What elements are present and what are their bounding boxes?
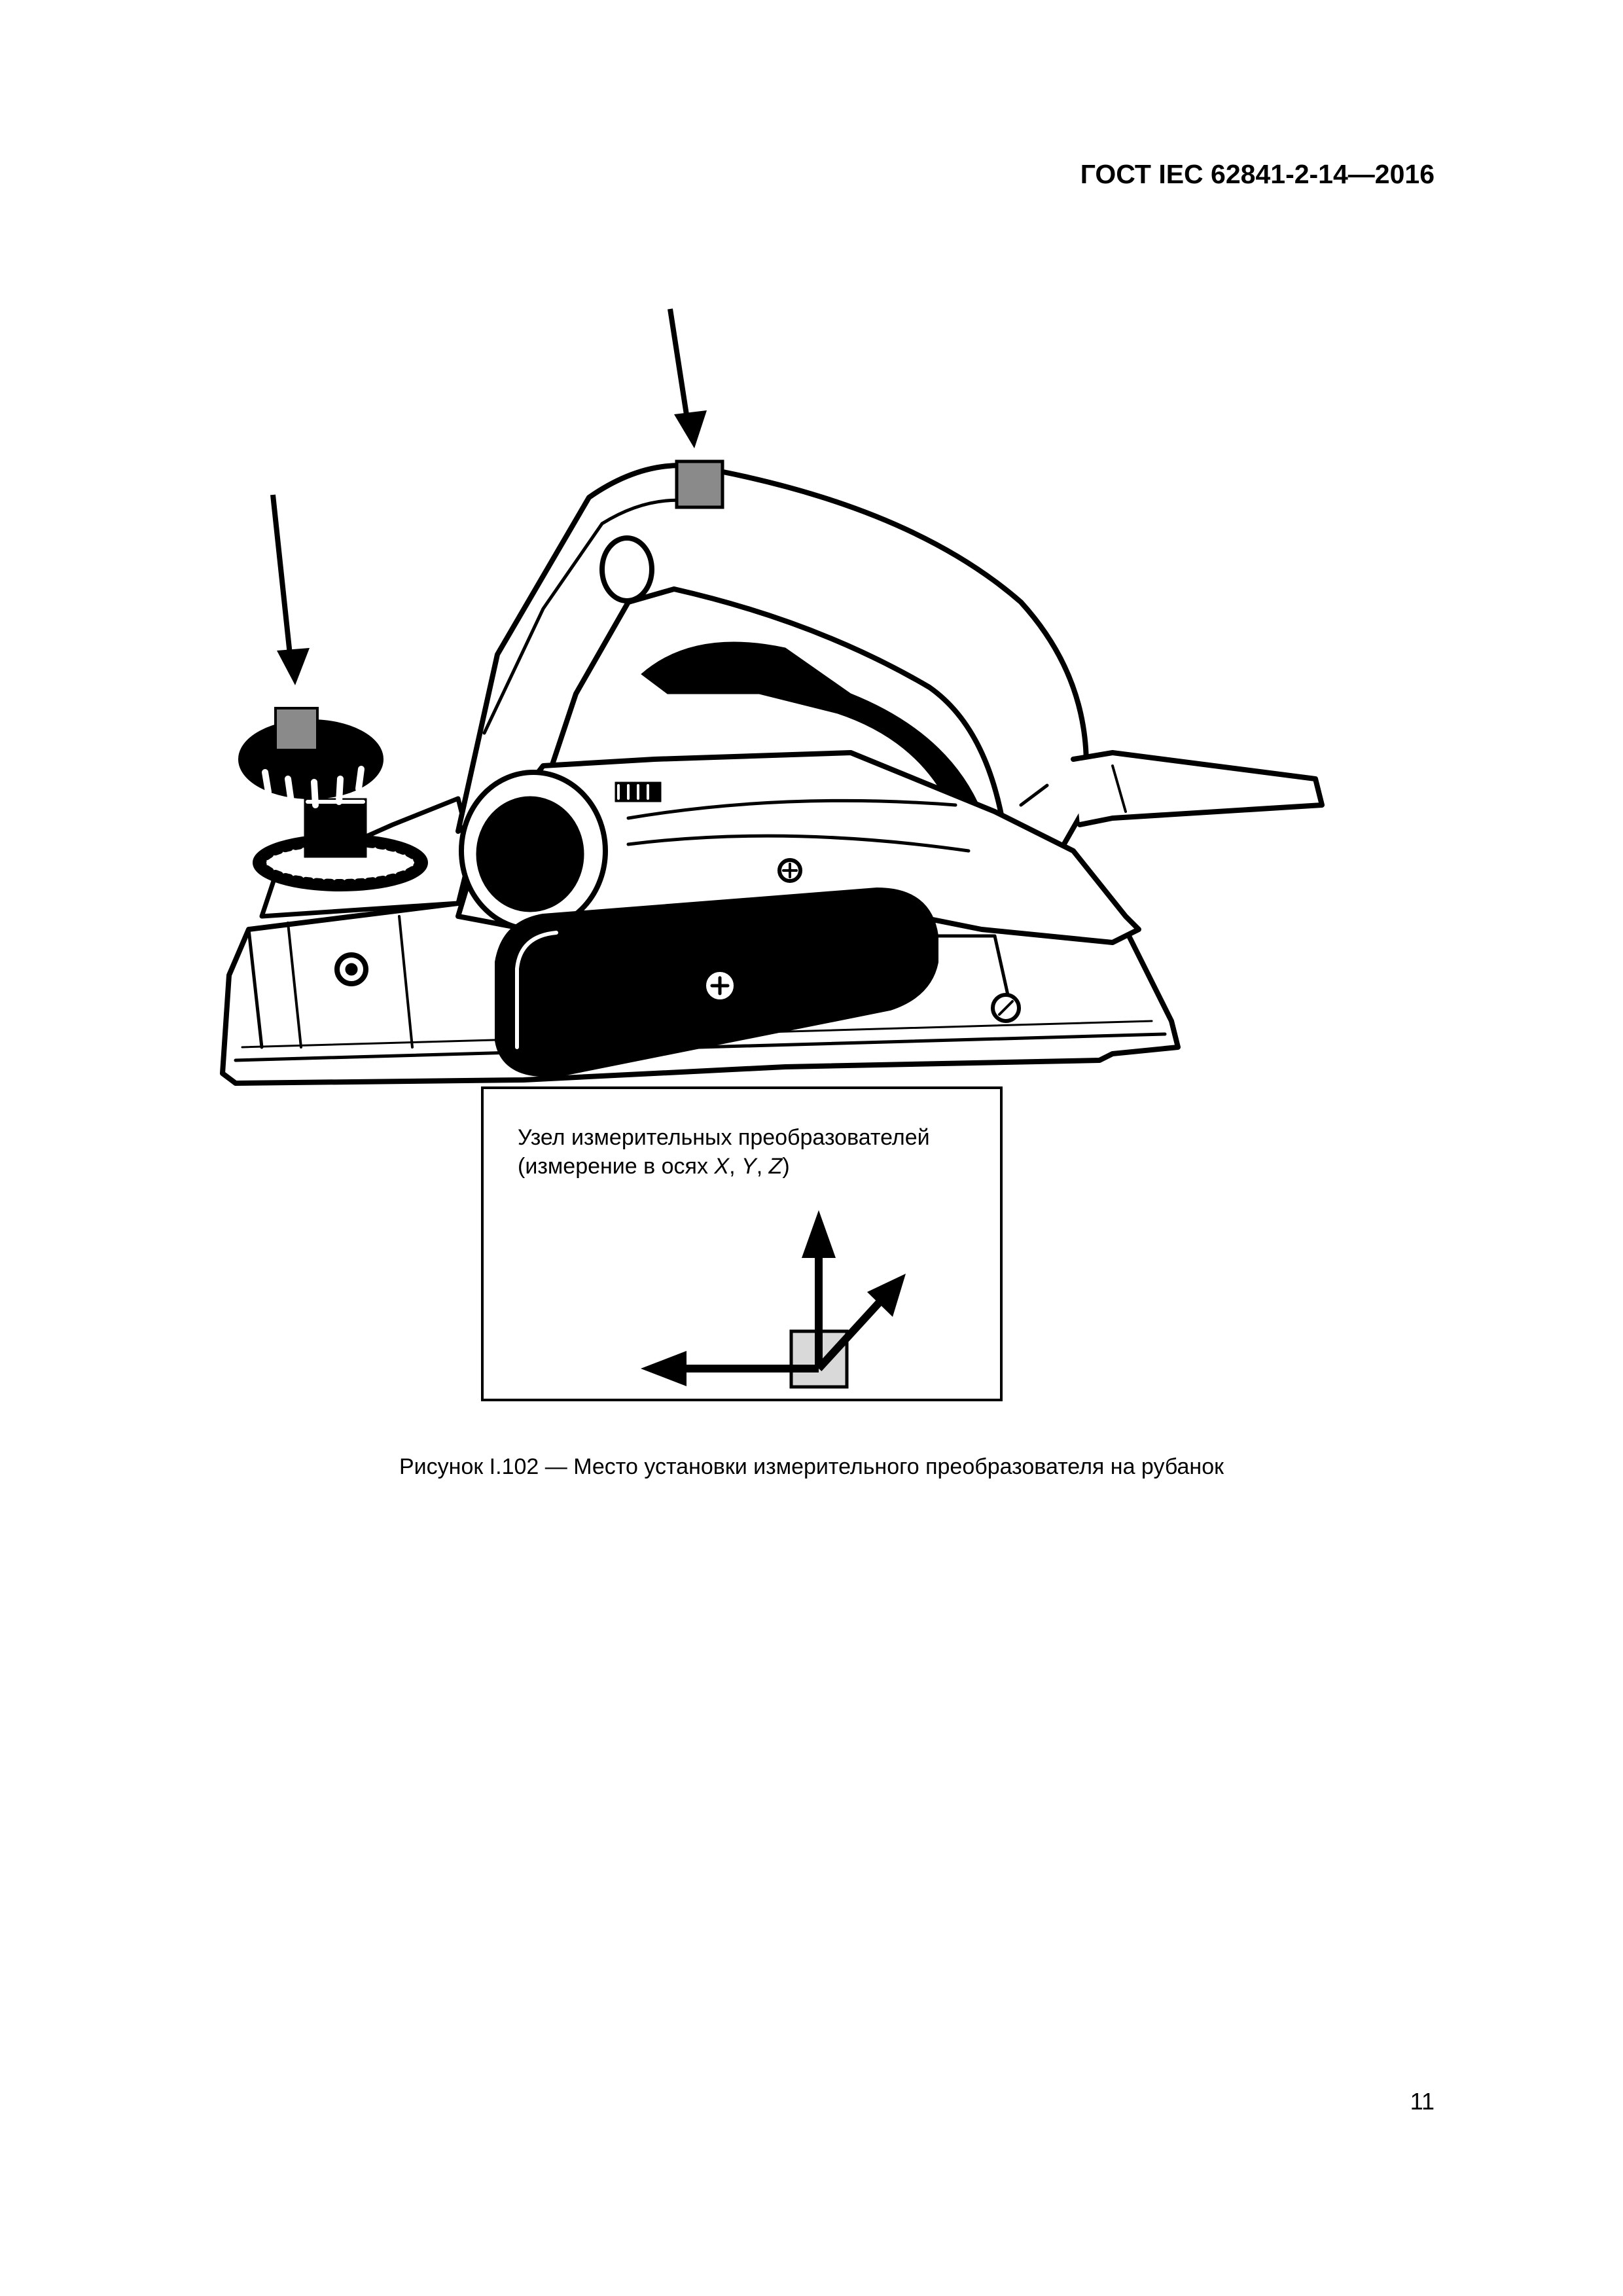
legend-separator: , [729,1154,741,1179]
sensor-marker-icon [677,461,722,507]
legend-prefix: (измерение в осях [518,1154,715,1179]
standard-designation: ГОСТ IEC 62841-2-14—2016 [1080,159,1435,189]
legend-line-1: Узел измерительных преобразователей [518,1125,930,1150]
legend-separator: , [756,1154,769,1179]
legend-suffix: ) [782,1154,790,1179]
planer-drawing [223,465,1322,1083]
sensor-legend-box [481,1086,1003,1401]
page-number: 11 [1410,2088,1435,2115]
arrow-icon [670,309,707,448]
figure-caption: Рисунок I.102 — Место установки измерительного преобразователя на рубанок [399,1454,1224,1479]
axes-icon [484,1089,1000,1399]
arrow-icon [273,495,310,685]
sensor-marker-icon [276,708,317,750]
axis-y-label: Y [741,1154,757,1179]
axis-x-label: X [714,1154,730,1179]
axis-z-label: Z [768,1154,783,1179]
